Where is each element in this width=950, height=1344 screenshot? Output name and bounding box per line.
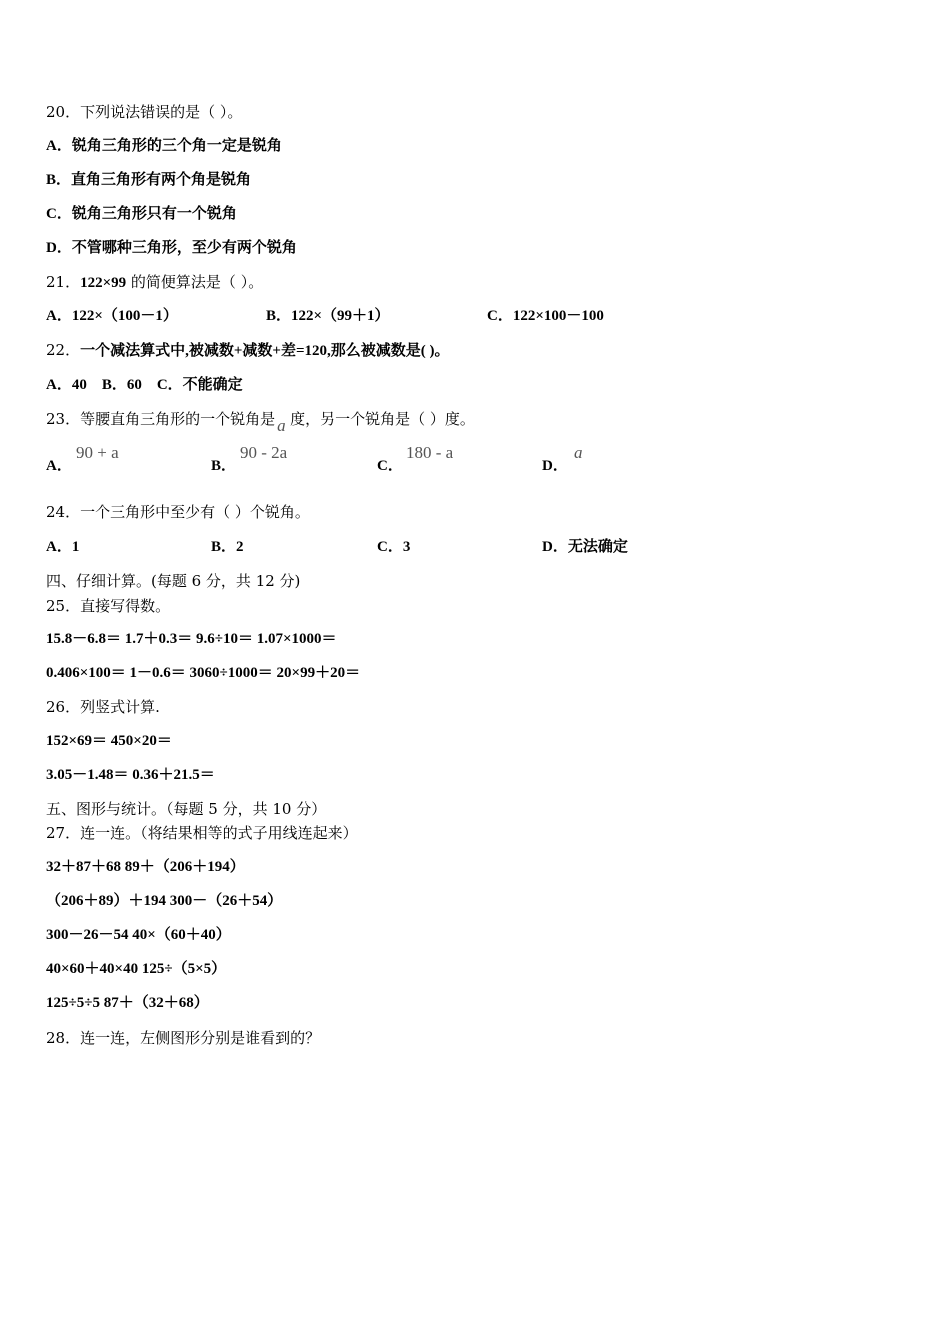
q21-option-a: A．122×（100－1） xyxy=(46,308,178,324)
q20-option-c: C．锐角三角形只有一个锐角 xyxy=(46,206,237,222)
q23-option-a-label: A． xyxy=(46,458,72,474)
q26-row-2: 3.05－1.48＝ 0.36＋21.5＝ xyxy=(46,767,215,783)
q25-row-1: 15.8－6.8＝ 1.7＋0.3＝ 9.6÷10＝ 1.07×1000＝ xyxy=(46,631,337,647)
q20-option-a: A．锐角三角形的三个角一定是锐角 xyxy=(46,138,282,154)
q23-option-b-label: B． xyxy=(211,458,237,474)
q23-option-d-label: D． xyxy=(542,458,568,474)
q26-stem: 26．列竖式计算. xyxy=(46,698,160,716)
q23-option-c-expr: 180 - a xyxy=(406,443,454,462)
q21-option-c: C．122×100－100 xyxy=(487,308,604,324)
q20-stem: 20．下列说法错误的是（ ）。 xyxy=(46,103,243,121)
q21-option-b: B．122×（99＋1） xyxy=(266,308,390,324)
q22-stem: 22．一个减法算式中,被减数+减数+差=120,那么被减数是( )。 xyxy=(46,341,450,359)
q25-row-2: 0.406×100＝ 1－0.6＝ 3060÷1000＝ 20×99＋20＝ xyxy=(46,665,361,681)
q25-stem: 25．直接写得数。 xyxy=(46,597,171,615)
q20-option-d: D．不管哪种三角形，至少有两个锐角 xyxy=(46,240,297,256)
q20-option-b: B．直角三角形有两个角是锐角 xyxy=(46,172,252,188)
q24-option-c: C．3 xyxy=(377,539,411,555)
q23-option-c-label: C． xyxy=(377,458,403,474)
q24-option-a: A．1 xyxy=(46,539,80,555)
q23-option-d-expr: a xyxy=(574,443,583,462)
q27-row-1: 32＋87＋68 89＋（206＋194） xyxy=(46,859,245,875)
section-5-heading: 五、图形与统计。（每题 5 分，共 10 分） xyxy=(46,800,327,818)
q26-row-1: 152×69＝ 450×20＝ xyxy=(46,733,172,749)
q27-row-3: 300－26－54 40×（60＋40） xyxy=(46,927,231,943)
section-4-heading: 四、仔细计算。(每题 6 分，共 12 分) xyxy=(46,572,301,590)
q23-variable-a: a xyxy=(277,416,286,435)
q27-row-4: 40×60＋40×40 125÷（5×5） xyxy=(46,961,227,977)
q22-options: A．40 B．60 C．不能确定 xyxy=(46,377,243,393)
q24-stem: 24．一个三角形中至少有（ ）个锐角。 xyxy=(46,503,310,521)
q23-option-a-expr: 90 + a xyxy=(76,443,119,462)
q23-stem: 23．等腰直角三角形的一个锐角是 a 度，另一个锐角是（ ）度。 xyxy=(46,410,475,435)
q24-option-d: D．无法确定 xyxy=(542,539,628,555)
q23-option-b-expr: 90 - 2a xyxy=(240,443,288,462)
q27-row-5: 125÷5÷5 87＋（32＋68） xyxy=(46,995,209,1011)
q24-option-b: B．2 xyxy=(211,539,244,555)
q27-row-2: （206＋89）＋194 300－（26＋54） xyxy=(46,893,283,909)
q27-stem: 27．连一连。（将结果相等的式子用线连起来） xyxy=(46,824,358,842)
q28-stem: 28．连一连，左侧图形分别是谁看到的？ xyxy=(46,1029,321,1047)
q21-stem: 21．122×99 的简便算法是（ ）。 xyxy=(46,273,264,291)
